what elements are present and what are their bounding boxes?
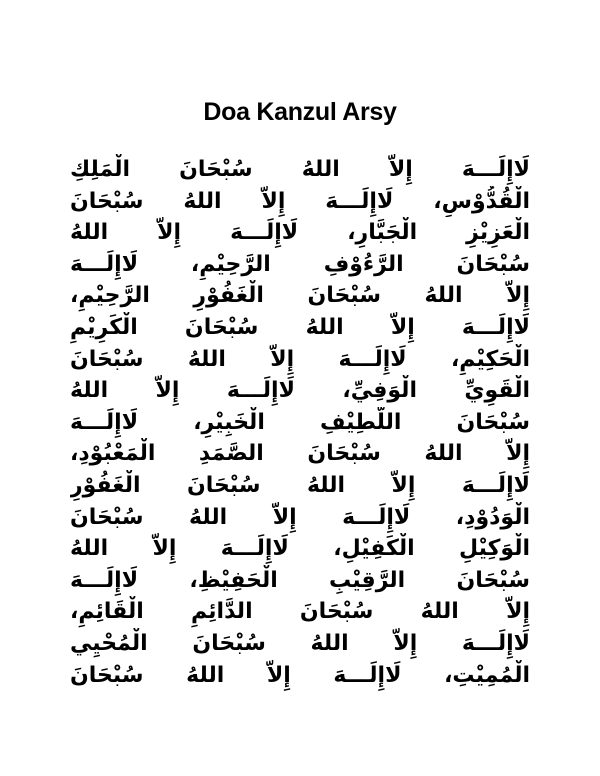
verse-line: لَاإِلَـــهَ إِلاَّ اللهُ سُبْحَانَ الْمَلِكِ bbox=[70, 157, 530, 182]
verse-line: الْمُمِيْتِ، لَاإِلَـــهَ إِلاَّ اللهُ سُبْحَانَ bbox=[70, 662, 530, 688]
verse-line: إِلاَّ اللهُ سُبْحَانَ الْغَفُوْرِ الرَّحِيْمِ، bbox=[70, 283, 530, 309]
verse-line: الْقُدُّوْسِ، لَاإِلَـــهَ إِلاَّ اللهُ سُبْحَانَ bbox=[70, 188, 530, 214]
verse-line: لَاإِلَـــهَ إِلاَّ اللهُ سُبْحَانَ الْكَرِيْمِ bbox=[70, 314, 530, 340]
document-title: Doa Kanzul Arsy bbox=[203, 98, 397, 126]
verse-line: الْحَكِيْمِ، لَاإِلَـــهَ إِلاَّ اللهُ سُبْحَانَ bbox=[70, 346, 530, 372]
verse-line: سُبْحَانَ الرَّقِيْبِ الْحَفِيْظِ، لَاإِلَـــهَ bbox=[70, 567, 530, 593]
verse-line: إِلاَّ اللهُ سُبْحَانَ الدَّائِمِ الْقَائِمِ، bbox=[70, 599, 530, 625]
verse-line: سُبْحَانَ الرَّءُوْفِ الرَّحِيْمِ، لَاإِلَـــهَ bbox=[70, 251, 530, 277]
verse-line: إِلاَّ اللهُ سُبْحَانَ الصَّمَدِ الْمَعْبُوْدِ، bbox=[70, 441, 530, 467]
verse-line: الْوَكِيْلِ الْكَفِيْلِ، لَاإِلَـــهَ إِلاَّ اللهُ bbox=[70, 536, 530, 562]
verse-line: الْقَوِيِّ الْوَفِيِّ، لَاإِلَـــهَ إِلاَّ اللهُ bbox=[70, 378, 530, 404]
verse-line: الْوَدُوْدِ، لَاإِلَـــهَ إِلاَّ اللهُ سُبْحَانَ bbox=[70, 504, 530, 530]
verse-line: لَاإِلَـــهَ إِلاَّ اللهُ سُبْحَانَ الْغَفُوْرِ bbox=[70, 472, 530, 498]
verse-line: سُبْحَانَ اللَّطِيْفِ الْخَبِيْرِ، لَاإِلَـــهَ bbox=[70, 409, 530, 435]
verse-line: الْعَزِيْزِ الْجَبَّارِ، لَاإِلَـــهَ إِلاَّ اللهُ bbox=[70, 220, 530, 246]
arabic-text-block bbox=[70, 154, 530, 691]
verse-line: لَاإِلَـــهَ إِلاَّ اللهُ سُبْحَانَ الْمُحْيِي bbox=[70, 630, 530, 656]
